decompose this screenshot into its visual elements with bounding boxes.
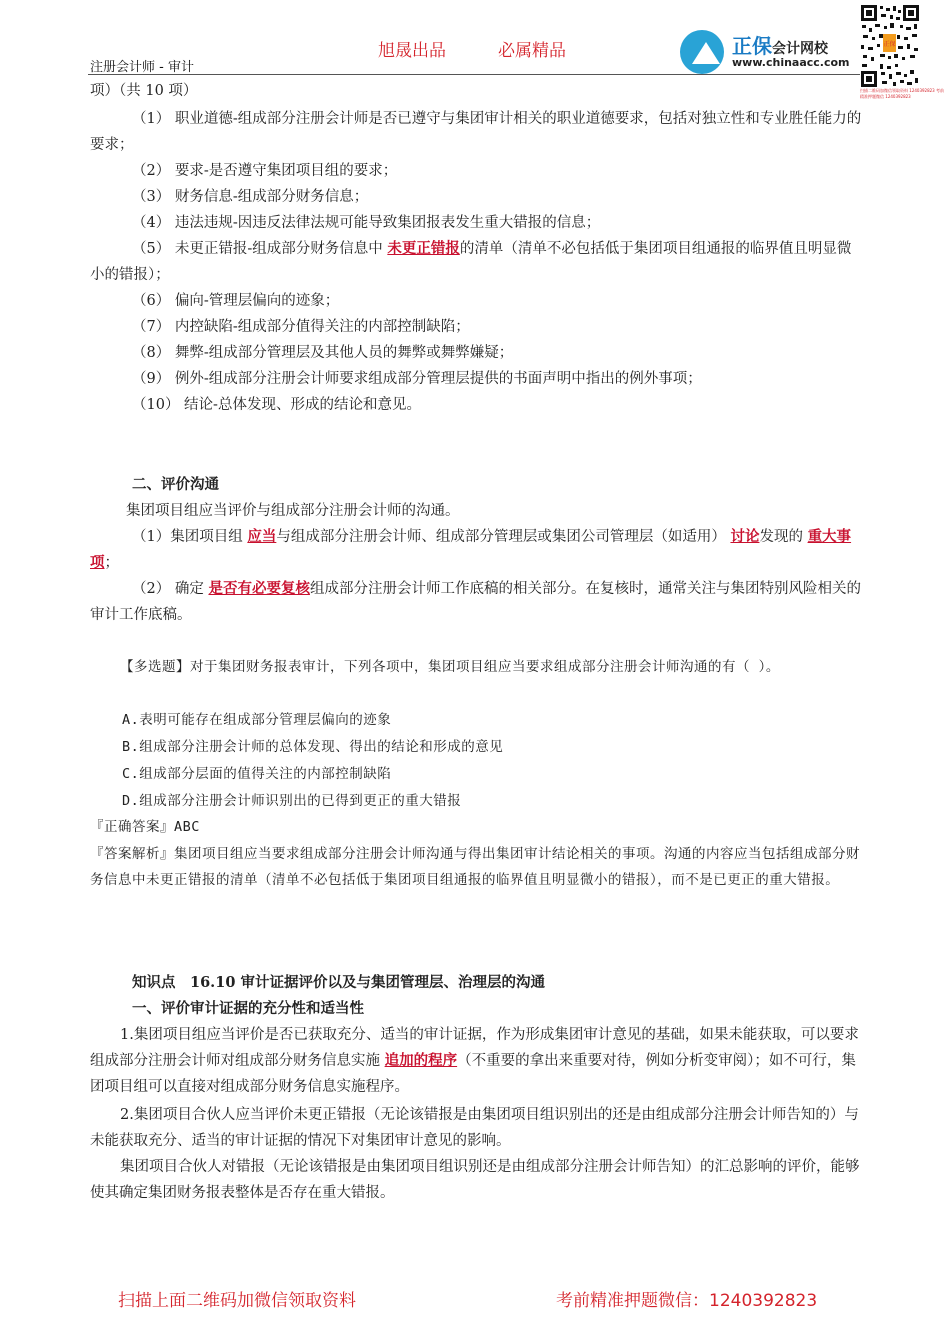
list-item: （2） 要求-是否遵守集团项目组的要求； [132, 163, 398, 179]
qr-code-icon [860, 4, 920, 64]
list-item: （7） 内控缺陷-组成部分值得关注的内部控制缺陷； [132, 319, 470, 335]
option-a: A.表明可能存在组成部分管理层偏向的迹象 [122, 712, 392, 728]
knowledge-point-title: 知识点 16.10 审计证据评价以及与集团管理层、治理层的沟通 [132, 974, 545, 991]
option-c: C.组成部分层面的值得关注的内部控制缺陷 [122, 766, 392, 782]
keyword-highlight: 应当 [247, 528, 277, 545]
paragraph: 1.集团项目组应当评价是否已获取充分、适当的审计证据，作为形成集团审计意见的基础，如果未能获取，可以要求组成部分注册会计师对组成部分财务信息实施 追加的程序（不重要的拿出来重要对待，例如分析变审阅）；如不可行，集团项目组可以直接对组成部分财务信息实施程序。 [90, 1027, 859, 1095]
footer-right-note: 考前精准押题微信：1240392823 [556, 1291, 818, 1311]
option-b: B.组成部分注册会计师的总体发现、得出的结论和形成的意见 [122, 739, 504, 755]
document-subject: 注册会计师 - 审计 [90, 60, 194, 75]
option-d: D.组成部分注册会计师识别出的已得到更正的重大错报 [122, 793, 462, 809]
brand-name: 正保会计网校 [732, 34, 828, 58]
answer-analysis: 『答案解析』集团项目组应当要求组成部分注册会计师沟通与得出集团审计结论相关的事项。沟通的内容应当包括组成部分财务信息中未更正错报的清单（清单不必包括低于集团项目组通报的临界值且明显微小的错报），而不是已更正的重大错报。 [90, 846, 860, 888]
correct-answer: 『正确答案』ABC [90, 819, 200, 835]
brand-url: www.chinaacc.com [732, 56, 850, 69]
list-item: （3） 财务信息-组成部分财务信息； [132, 189, 369, 205]
qr-caption: 扫描二维码加微信领取资料 1240392823 考前精准押题微信 1240392823 [860, 88, 944, 99]
paragraph: 2.集团项目合伙人应当评价未更正错报（无论该错报是由集团项目组识别出的还是由组成部分注册会计师告知的）与未能获取充分、适当的审计证据的情况下对集团审计意见的影响。 [90, 1107, 859, 1149]
paragraph: 集团项目组应当评价与组成部分注册会计师的沟通。 [126, 503, 460, 519]
list-item: （1） 职业道德-组成部分注册会计师是否已遵守与集团审计相关的职业道德要求，包括对独立性和专业胜任能力的要求； [90, 111, 862, 153]
question-stem: 【多选题】对于集团财务报表审计，下列各项中，集团项目组应当要求组成部分注册会计师沟通的有（ ）。 [120, 659, 780, 675]
slogan-left: 旭晟出品 [378, 41, 446, 61]
keyword-highlight: 重大事项 [90, 528, 852, 571]
list-item: （10） 结论-总体发现、形成的结论和意见。 [132, 397, 421, 413]
list-item: （6） 偏向-管理层偏向的迹象； [132, 293, 340, 309]
section-heading: 一、评价审计证据的充分性和适当性 [132, 1000, 364, 1017]
slogan-right: 必属精品 [498, 41, 566, 61]
section-heading: 二、评价沟通 [132, 476, 219, 493]
keyword-highlight: 是否有必要复核 [208, 580, 310, 597]
logo-mark-icon [680, 30, 724, 74]
footer-left-note: 扫描上面二维码加微信领取资料 [118, 1291, 356, 1311]
paragraph: （1）集团项目组 应当与组成部分注册会计师、组成部分管理层或集团公司管理层（如适用） 讨论发现的 重大事项； [90, 528, 852, 571]
qr-badge: 正保 [883, 41, 896, 48]
list-item: （9） 例外-组成部分注册会计师要求组成部分管理层提供的书面声明中指出的例外事项； [132, 371, 702, 387]
keyword-highlight: 追加的程序 [384, 1052, 458, 1069]
paragraph: 集团项目合伙人对错报（无论该错报是由集团项目组识别还是由组成部分注册会计师告知）的汇总影响的评价，能够使其确定集团财务报表整体是否存在重大错报。 [90, 1159, 860, 1201]
list-continuation: 项）（共 10 项） [90, 83, 198, 99]
list-item: （5） 未更正错报-组成部分财务信息中 未更正错报的清单（清单不必包括低于集团项目组通报的临界值且明显微小的错报）； [90, 240, 852, 283]
list-item: （4） 违法违规-因违反法律法规可能导致集团报表发生重大错报的信息； [132, 215, 601, 231]
brand-logo [676, 28, 861, 80]
paragraph: （2） 确定 是否有必要复核组成部分注册会计师工作底稿的相关部分。在复核时，通常关注与集团特别风险相关的审计工作底稿。 [90, 580, 861, 623]
list-item: （8） 舞弊-组成部分管理层及其他人员的舞弊或舞弊嫌疑； [132, 345, 514, 361]
keyword-highlight: 讨论 [730, 528, 760, 545]
keyword-highlight: 未更正错报 [387, 240, 460, 257]
